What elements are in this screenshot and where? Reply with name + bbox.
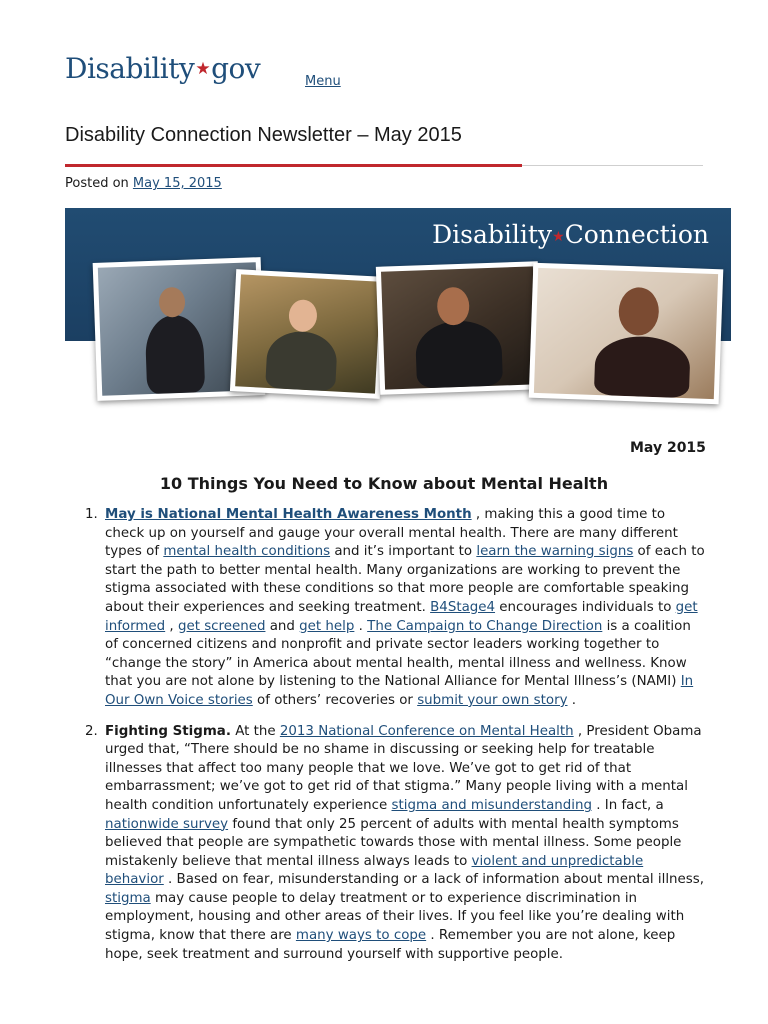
body-text: of each to start the path to better mental health. Many organizations are working to prevent the stigma associated with these conditions so that more people are comfortable speaking about their experiences and seeking treatment. [105, 544, 705, 615]
article-link[interactable]: 2013 National Conference on Mental Health [279, 723, 574, 739]
logo-star-icon: ★ [195, 59, 211, 79]
article-link[interactable]: mental health conditions [163, 544, 331, 560]
banner-title [432, 220, 709, 249]
body-text: At the [230, 723, 280, 739]
article-link[interactable]: In Our Own Voice stories [105, 674, 694, 708]
article-link[interactable]: get help [299, 618, 355, 634]
article-link[interactable]: stigma [105, 890, 151, 906]
body-text: and it’s important to [330, 544, 477, 560]
banner-title-connection: Connection [564, 220, 709, 249]
banner-star-icon: ★ [552, 229, 565, 245]
banner-photo-man-in-apron [230, 269, 386, 399]
article-link[interactable]: violent and unpredictable behavior [105, 853, 644, 888]
article-link[interactable]: B4Stage4 [430, 599, 496, 615]
body-text: . [567, 692, 577, 708]
body-text: . In fact, a [592, 797, 664, 813]
posted-date-link[interactable]: May 15, 2015 [132, 176, 222, 191]
article-link[interactable]: many ways to cope [295, 928, 427, 944]
posted-on [65, 176, 222, 191]
article-link[interactable]: May is National Mental Health Awareness Month [105, 507, 472, 522]
body-text: , [165, 618, 178, 634]
logo-text-gov: gov [211, 52, 261, 85]
list-item [85, 506, 705, 711]
bold-text: Fighting Stigma. [105, 723, 231, 739]
article-link[interactable]: learn the warning signs [476, 544, 634, 560]
list-item [85, 723, 705, 965]
site-header [65, 52, 705, 92]
newsletter-banner [65, 208, 731, 408]
menu-link[interactable]: Menu [305, 74, 341, 89]
logo-text-disability: Disability [65, 52, 195, 85]
list-item-number: 1. [85, 507, 98, 522]
body-text: and [265, 618, 300, 634]
body-text: , President Obama urged that, “There should be no shame in discussing or seeking help for treatable illnesses that affect too many people that we love. We’ve got to get rid of that embarrassment; we’ve got to get rid of that stigma.” Many people living with a mental health condition unfortunately experience [105, 723, 702, 813]
banner-title-disability: Disability [432, 220, 553, 249]
article-link[interactable]: The Campaign to Change Direction [367, 618, 603, 634]
banner-photo-man-in-suit [376, 261, 542, 395]
body-text: found that only 25 percent of adults with mental health symptoms believed that people are sympathetic towards those with mental illness. Some people mistakenly believe that mental illness always leads to [105, 816, 682, 869]
site-logo[interactable] [65, 52, 260, 85]
article-title: 10 Things You Need to Know about Mental Health [159, 474, 609, 493]
body-text: . Based on fear, misunderstanding or a lack of information about mental illness, [163, 872, 704, 888]
page-title: Disability Connection Newsletter – May 2015 [65, 124, 462, 146]
body-text: may cause people to delay treatment or to experience discrimination in employment, housing and other areas of their lives. If you feel like you’re dealing with stigma, know that there are [105, 890, 685, 944]
body-text: encourages individuals to [495, 599, 676, 615]
body-text: . [354, 618, 368, 634]
body-text: . Remember you are not alone, keep hope, seek treatment and surround yourself with supportive people. [105, 928, 676, 962]
body-text: , making this a good time to check up on yourself and gauge your overall mental health. There are many different types of [105, 507, 678, 560]
list-item-number: 2. [85, 723, 98, 739]
issue-date: May 2015 [630, 440, 706, 456]
article-link[interactable]: get screened [177, 618, 266, 634]
article-link[interactable]: nationwide survey [105, 816, 229, 832]
body-text: is a coalition of concerned citizens and nonprofit and private sector leaders working together to “change the story” in America about mental health, mental illness and wellness. Know that you are not alone by listening to the National Alliance for Mental Illness’s (NAMI) [105, 618, 691, 690]
article-link[interactable]: submit your own story [417, 692, 568, 708]
article-link[interactable]: get informed [105, 599, 698, 634]
banner-photo-smiling-woman [529, 263, 724, 405]
article-link[interactable]: stigma and misunderstanding [391, 797, 592, 813]
body-text: of others’ recoveries or [252, 692, 418, 708]
title-accent-divider [65, 164, 522, 167]
posted-label: Posted on [65, 176, 133, 191]
article-list [85, 506, 705, 976]
